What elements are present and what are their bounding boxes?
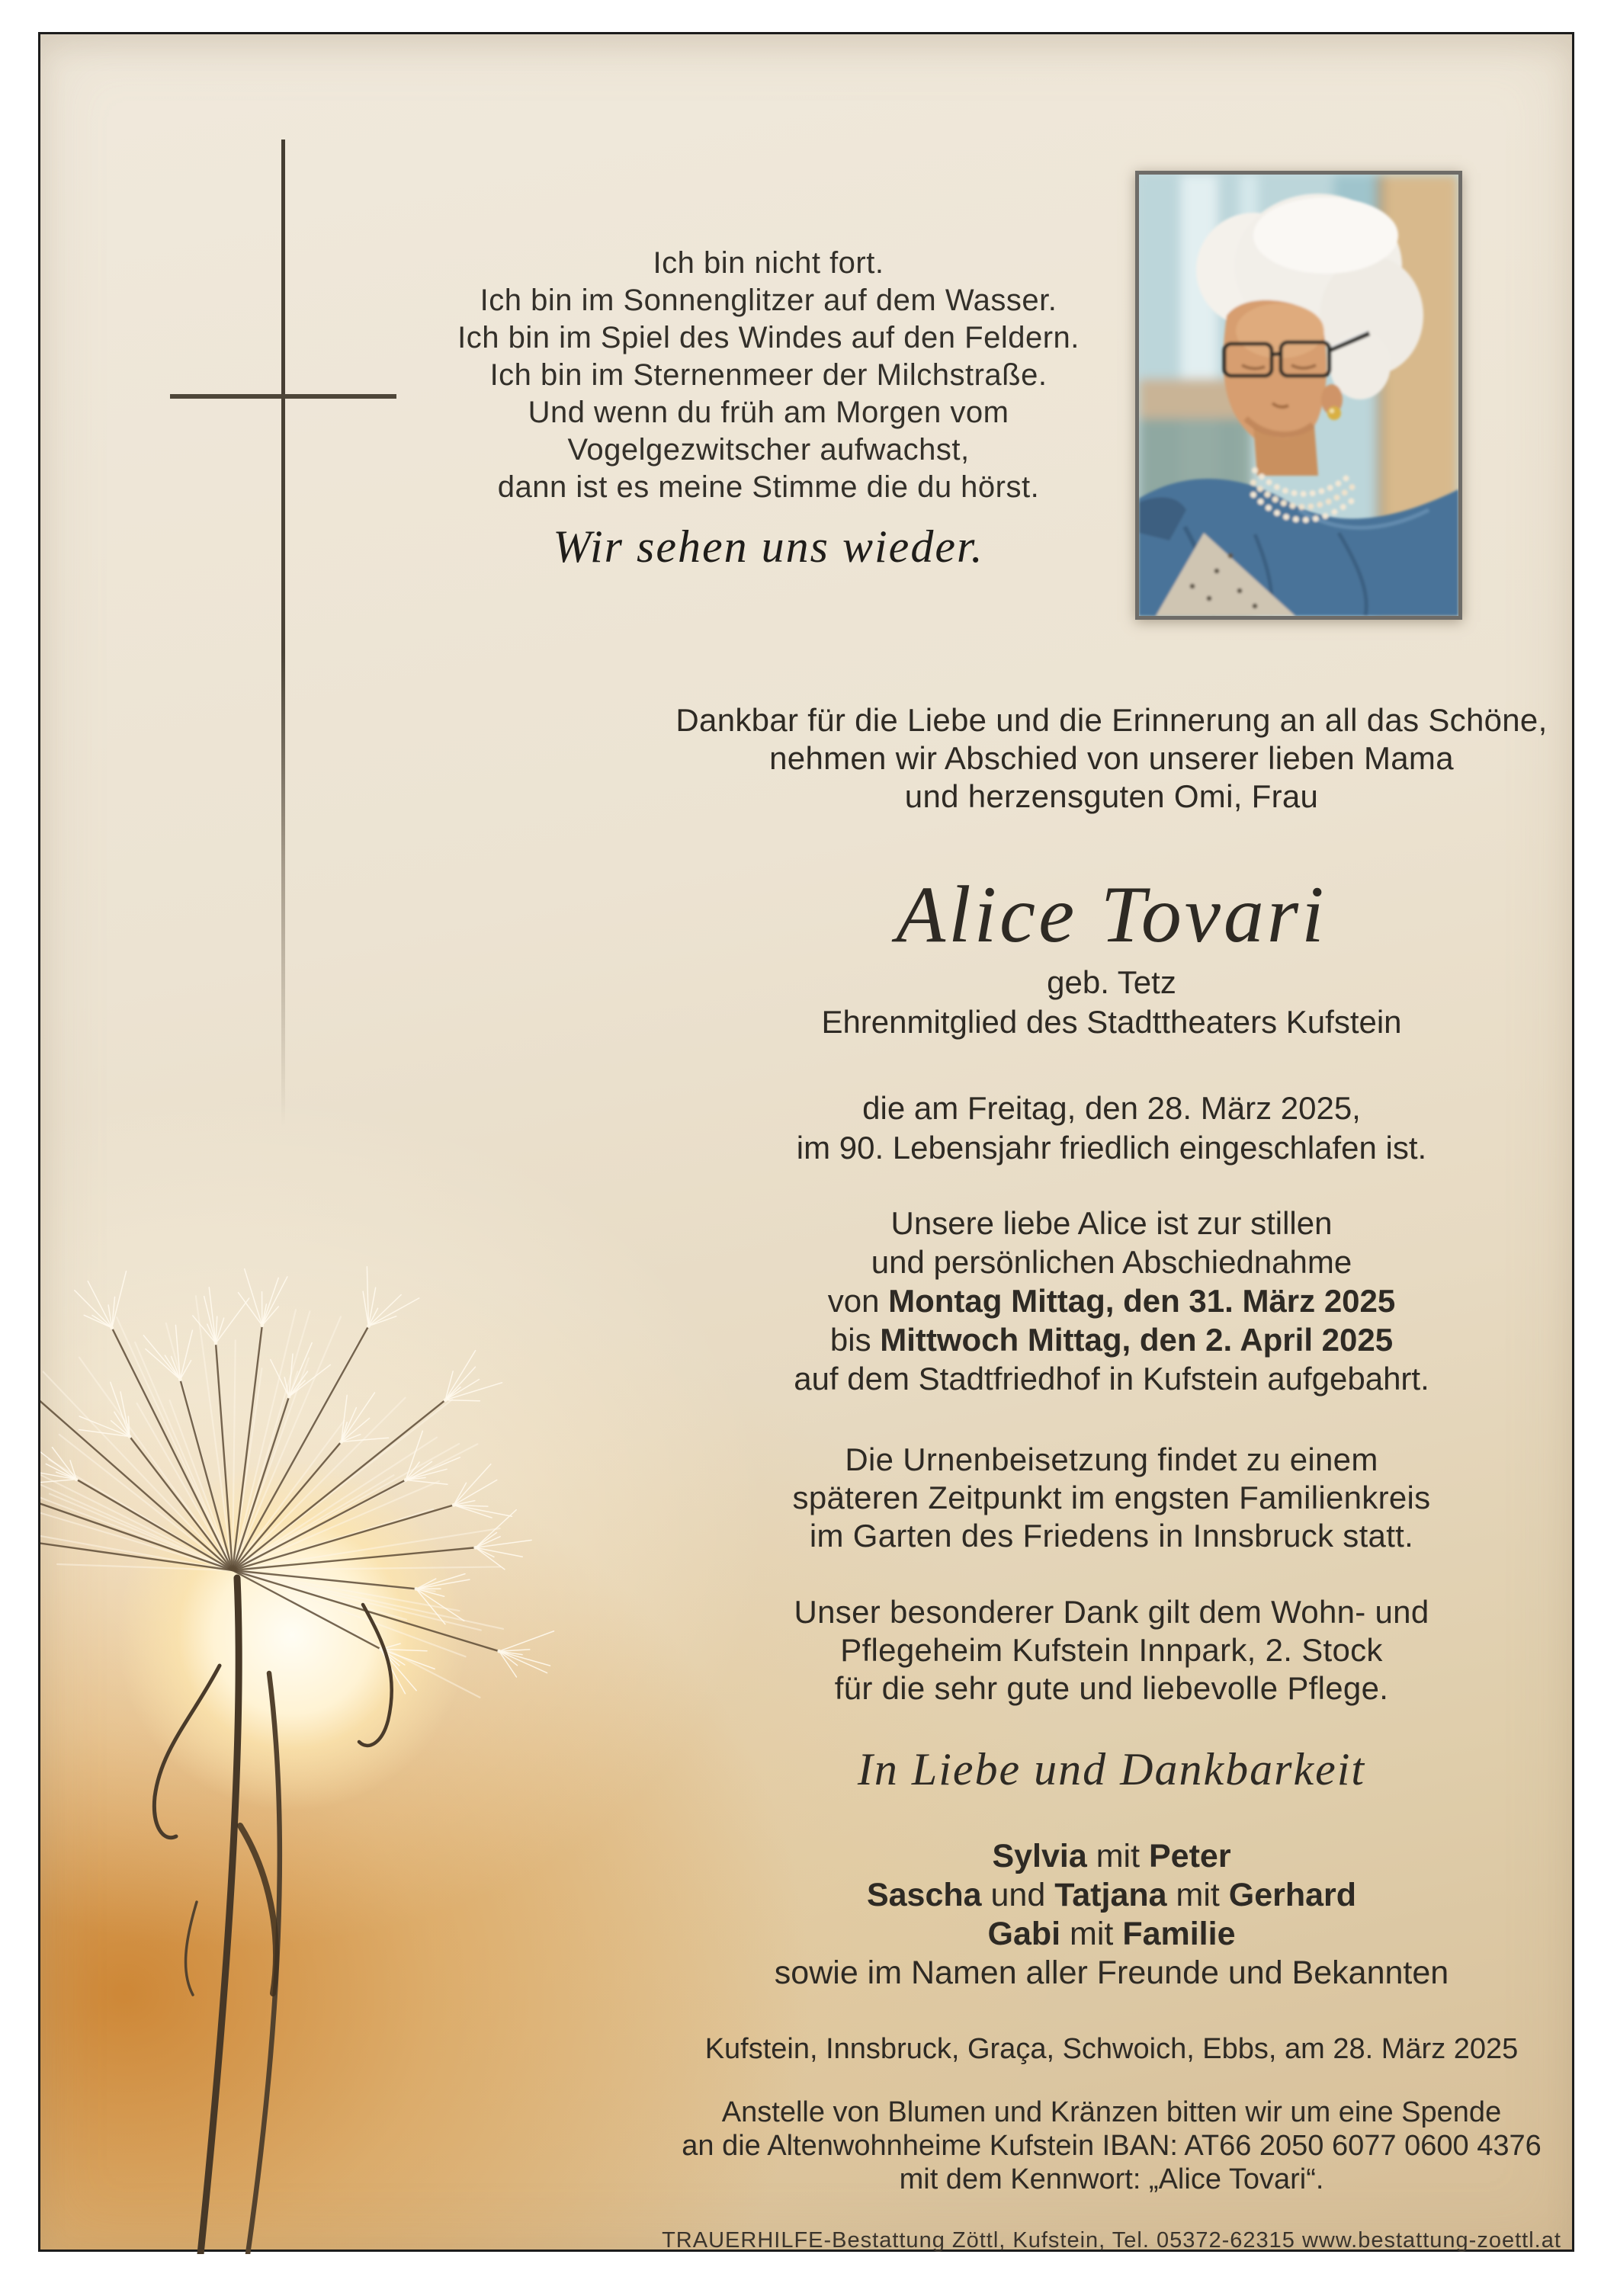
urn-line: Die Urnenbeisetzung findet zu einem [845,1441,1378,1477]
laying-line: auf dem Stadtfriedhof in Kufstein aufgebahrt. [794,1361,1429,1397]
urn-line: späteren Zeitpunkt im engsten Familienkreis [792,1480,1431,1515]
intro-line: und herzensguten Omi, Frau [904,778,1319,814]
poem-line: Und wenn du früh am Morgen vom [528,396,1009,429]
thanks-line: für die sehr gute und liebevolle Pflege. [834,1670,1389,1706]
poem-line: Ich bin im Sonnenglitzer auf dem Wasser. [480,284,1057,317]
laying-line: und persönlichen Abschiednahme [871,1244,1352,1280]
passing-line: die am Freitag, den 28. März 2025, [862,1090,1361,1126]
thanks-line: Pflegeheim Kufstein Innpark, 2. Stock [840,1632,1383,1668]
laying-out-info [608,1204,1615,1398]
intro-line: nehmen wir Abschied von unserer lieben Mama [769,740,1454,776]
laying-end-date: Mittwoch Mittag, den 2. April 2025 [880,1322,1394,1358]
passing-line: im 90. Lebensjahr friedlich eingeschlafen ist. [796,1130,1427,1166]
family-names [608,1837,1615,1993]
family-connector: mit [1060,1916,1123,1952]
family-connector: und [981,1877,1055,1913]
laying-prefix: bis [829,1322,881,1358]
family-line [608,1876,1615,1915]
honorary-title: Ehrenmitglied des Stadttheaters Kufstein [821,1004,1402,1040]
family-name: Gerhard [1228,1877,1357,1913]
intro-line: Dankbar für die Liebe und die Erinnerung an all das Schöne, [675,702,1548,738]
dandelion-stems [154,1578,391,2254]
family-name: Familie [1122,1916,1236,1952]
donation-request [608,2096,1615,2196]
family-name: Gabi [987,1916,1061,1952]
thanks-paragraph [608,1593,1615,1708]
laying-prefix: von [827,1283,889,1319]
funeral-home-footer: TRAUERHILFE-Bestattung Zöttl, Kufstein, Tel. 05372-62315 www.bestattung-zoettl.at [662,2228,1561,2253]
poem [254,245,1283,506]
donation-line: an die Altenwohnheime Kufstein IBAN: AT66 2050 6077 0600 4376 [682,2130,1542,2162]
family-name: Sascha [866,1877,982,1913]
laying-start-date: Montag Mittag, den 31. März 2025 [888,1283,1396,1319]
family-connector: mit [1166,1877,1229,1913]
laying-line [608,1320,1615,1359]
family-name: Peter [1148,1838,1231,1874]
family-name: Tatjana [1054,1877,1167,1913]
urn-line: im Garten des Friedens in Innsbruck statt. [809,1518,1414,1554]
family-line [608,1915,1615,1954]
poem-line: Ich bin nicht fort. [653,246,884,280]
family-line [608,1837,1615,1876]
laying-line: Unsere liebe Alice ist zur stillen [890,1205,1333,1241]
closing-script: In Liebe und Dankbarkeit [857,1744,1366,1794]
poem-line: dann ist es meine Stimme die du hörst. [497,470,1040,504]
donation-line: Anstelle von Blumen und Kränzen bitten wir um eine Spende [721,2096,1502,2128]
deceased-subtitle [608,963,1615,1042]
donation-line: mit dem Kennwort: „Alice Tovari“. [899,2163,1324,2195]
thanks-line: Unser besonderer Dank gilt dem Wohn- und [794,1594,1429,1630]
deceased-name: Alice Tovari [896,870,1327,959]
poem-line: Ich bin im Spiel des Windes auf den Feldern. [457,321,1080,354]
poem-line: Ich bin im Sternenmeer der Milchstraße. [489,358,1048,392]
laying-line [608,1281,1615,1320]
family-name: Sylvia [992,1838,1087,1874]
farewell-intro [608,701,1615,816]
urn-burial-info [608,1441,1615,1555]
memorial-card [38,32,1574,2252]
poem-line: Vogelgezwitscher aufwachst, [567,433,970,467]
passing-info [608,1089,1615,1168]
family-line: sowie im Namen aller Freunde und Bekannten [774,1954,1449,1991]
poem-closing-script: Wir sehen uns wieder. [553,521,984,572]
place-date-line: Kufstein, Innsbruck, Graça, Schwoich, Ebbs, am 28. März 2025 [704,2033,1519,2065]
family-connector: mit [1086,1838,1149,1874]
birth-name: geb. Tetz [1047,964,1176,1000]
